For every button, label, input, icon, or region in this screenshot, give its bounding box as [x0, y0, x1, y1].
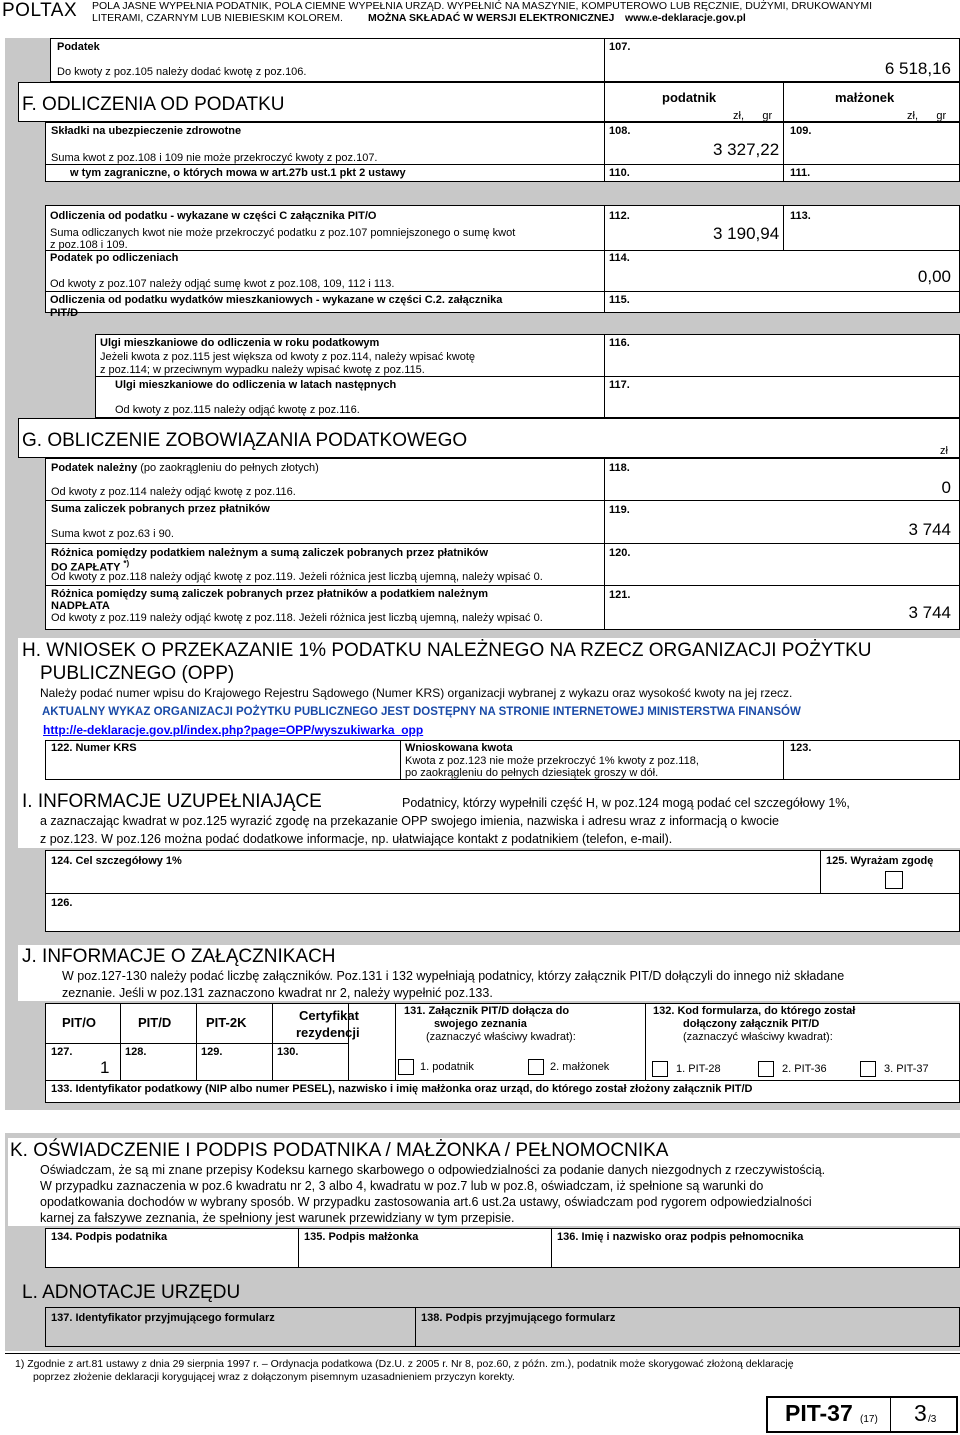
col-pit-d: PIT/D	[138, 1015, 172, 1030]
form-code: PIT-37	[785, 1400, 853, 1426]
col-pit-o: PIT/O	[62, 1015, 96, 1030]
h-info: AKTUALNY WYKAZ ORGANIZACJI POŻYTKU PUBLICZNEGO JEST DOSTĘPNY NA STRONIE INTERNETOWEJ MINISTERSTWA FINANSÓW	[42, 706, 801, 718]
j-text-1: W poz.127-130 należy podać liczbę załączników. Poz.131 i 132 wypełniają podatnicy, którzy załącznik PIT/D dołączyli do innego niż składane	[62, 969, 845, 983]
field-134-signature[interactable]: 134. Podpis podatnika	[51, 1231, 168, 1243]
header-url[interactable]: www.e-deklaracje.gov.pl	[625, 12, 746, 24]
field-131-label-2: swojego zeznania	[434, 1018, 527, 1030]
col-cert-1: Certyfikat	[299, 1008, 359, 1023]
checkbox-131-podatnik[interactable]	[398, 1059, 414, 1075]
unit-malzonek: zł, gr	[907, 110, 947, 122]
field-130-number: 130.	[277, 1046, 299, 1058]
field-121-value[interactable]: 3 744	[908, 603, 951, 622]
section-i-title: I. INFORMACJE UZUPEŁNIAJĄCE	[22, 791, 322, 812]
field-110-number: 110.	[609, 167, 630, 179]
field-131-label-1: 131. Załącznik PIT/D dołącza do	[404, 1005, 570, 1017]
desc-kwota-1: Kwota z poz.123 nie może przekroczyć 1% kwoty z poz.118,	[405, 755, 699, 767]
section-h-title-1: H. WNIOSEK O PRZEKAZANIE 1% PODATKU NALEŻNEGO NA RZECZ ORGANIZACJI POŻYTKU	[22, 640, 872, 661]
field-109-number: 109.	[790, 125, 812, 137]
field-119-value[interactable]: 3 744	[908, 520, 951, 539]
label-do-zaplaty-1: Różnica pomiędzy podatkiem należnym a sumą zaliczek pobranych przez płatników	[51, 547, 489, 559]
option-132-pit-36: 2. PIT-36	[782, 1063, 827, 1075]
field-132-label-1: 132. Kod formularza, do którego został	[653, 1005, 856, 1017]
desc-kwota-2: po zaokrągleniu do pełnych dziesiątek groszy w dół.	[405, 767, 659, 779]
desc-107: Do kwoty z poz.105 należy dodać kwotę z poz.106.	[57, 66, 307, 78]
page-number: 3	[914, 1400, 927, 1426]
field-111-number: 111.	[790, 167, 811, 179]
label-ulgi-nastepne: Ulgi mieszkaniowe do odliczenia w latach następnych	[115, 379, 397, 391]
checkbox-132-pit-28[interactable]	[652, 1061, 668, 1077]
section-l-title: L. ADNOTACJE URZĘDU	[22, 1282, 241, 1303]
col-pit-2k: PIT-2K	[206, 1015, 247, 1030]
desc-ulgi-biezace-2: z poz.114; w przeciwnym wypadku należy wpisać kwotę z poz.115.	[100, 364, 425, 376]
field-119-number: 119.	[609, 504, 630, 516]
field-112-value[interactable]: 3 190,94	[713, 224, 780, 243]
desc-odliczenia-1: Suma odliczanych kwot nie może przekroczyć podatku z poz.107 pomniejszonego o sumę kwot	[50, 227, 516, 239]
col-malzonek: małżonek	[835, 90, 895, 105]
desc-skladki: Suma kwot z poz.108 i 109 nie może przekroczyć kwoty z poz.107.	[51, 152, 378, 164]
consent-checkbox[interactable]	[885, 871, 903, 889]
desc-nadplata: Od kwoty z poz.119 należy odjąć kwotę z poz.118. Jeżeli różnica jest liczbą ujemną, należy wpisać 0.	[51, 612, 543, 624]
label-nadplata-2: NADPŁATA	[51, 600, 110, 612]
desc-podatek-po-odliczeniach: Od kwoty z poz.107 należy odjąć sumę kwot z poz.108, 109, 112 i 113.	[50, 278, 395, 290]
desc-odliczenia-2: z poz.108 i 109.	[50, 239, 128, 251]
field-135-signature[interactable]: 135. Podpis małżonka	[304, 1231, 419, 1243]
label-podatek: Podatek	[57, 41, 100, 53]
field-127-number: 127.	[51, 1046, 73, 1058]
field-118-number: 118.	[609, 462, 630, 474]
field-125-label: 125. Wyrażam zgodę	[826, 855, 934, 867]
label-do-zaplaty-2: DO ZAPŁATY *)	[51, 559, 130, 574]
field-137-label: 137. Identyfikator przyjmującego formularz	[51, 1312, 275, 1324]
field-107-number: 107.	[609, 41, 631, 53]
field-113-number: 113.	[790, 210, 811, 222]
section-h-title-2: PUBLICZNEGO (OPP)	[40, 663, 235, 684]
field-108-value[interactable]: 3 327,22	[713, 140, 780, 159]
field-121-number: 121.	[609, 589, 631, 601]
i-text-3: z poz.123. W poz.126 można podać dodatkowe informacje, np. ułatwiające kontakt z podatnikiem (telefon, e-mail).	[40, 832, 673, 846]
header-line-2a: LITERAMI, CZARNYM LUB NIEBIESKIM KOLOREM.	[92, 12, 343, 24]
field-131-label-3: (zaznaczyć właściwy kwadrat):	[426, 1031, 576, 1043]
field-120-number: 120.	[609, 547, 631, 559]
field-112-number: 112.	[609, 210, 630, 222]
option-131-malzonek: 2. małżonek	[550, 1061, 610, 1073]
unit-zl: zł	[940, 445, 948, 457]
page-total: /3	[928, 1414, 937, 1425]
label-wydatki-mieszkaniowe-2: PIT/D	[50, 307, 79, 319]
footnote-2: poprzez złożenie deklaracji korygującej wraz z dołączonym pisemnym uzasadnieniem przyczyn korekty.	[33, 1371, 515, 1383]
field-114-number: 114.	[609, 252, 630, 264]
field-129-number: 129.	[201, 1046, 223, 1058]
field-128-number: 128.	[125, 1046, 147, 1058]
field-116-number: 116.	[609, 337, 630, 349]
desc-do-zaplaty: Od kwoty z poz.118 należy odjąć kwotę z poz.119. Jeżeli różnica jest liczbą ujemną, należy wpisać 0.	[51, 571, 543, 583]
k-text-4: karnej za fałszywe zeznania, że spełniony jest warunek przewidziany w tym przepisie.	[40, 1211, 515, 1225]
k-text-1: Oświadczam, że są mi znane przepisy Kodeksu karnego skarbowego o odpowiedzialności za podanie danych niezgodnych z rzeczywistością.	[40, 1163, 826, 1177]
desc-ulgi-biezace-1: Jeżeli kwota z poz.115 jest większa od kwoty z poz.114, należy wpisać kwotę	[100, 351, 475, 363]
desc-suma-zaliczek: Suma kwot z poz.63 i 90.	[51, 528, 174, 540]
header-line-2b: MOŻNA SKŁADAĆ W WERSJI ELEKTRONICZNEJ	[368, 12, 615, 24]
field-132-label-3: (zaznaczyć właściwy kwadrat):	[683, 1031, 833, 1043]
checkbox-131-malzonek[interactable]	[528, 1059, 544, 1075]
j-text-2: zeznanie. Jeśli w poz.131 zaznaczono kwadrat nr 2, należy wypełnić poz.133.	[62, 986, 493, 1000]
label-podatek-po-odliczeniach: Podatek po odliczeniach	[50, 252, 179, 264]
desc-ulgi-nastepne: Od kwoty z poz.115 należy odjąć kwotę z poz.116.	[115, 404, 360, 416]
label-nadplata-1: Różnica pomiędzy sumą zaliczek pobranych przez płatników a podatkiem należnym	[51, 588, 489, 600]
field-107-value[interactable]: 6 518,16	[884, 59, 951, 78]
field-108-number: 108.	[609, 125, 631, 137]
section-k-title: K. OŚWIADCZENIE I PODPIS PODATNIKA / MAŁŻONKA / PEŁNOMOCNIKA	[10, 1140, 669, 1161]
form-version: (17)	[860, 1414, 878, 1425]
section-g-title: G. OBLICZENIE ZOBOWIĄZANIA PODATKOWEGO	[22, 430, 468, 451]
field-127-value[interactable]: 1	[100, 1058, 110, 1077]
i-text-2: a zaznaczając kwadrat w poz.125 wyrazić zgodę na przekazanie OPP swojego imienia, nazwiska i adresu wraz z informacją o kwocie	[40, 814, 780, 828]
h-text: Należy podać numer wpisu do Krajowego Rejestru Sądowego (Numer KRS) organizacji wybranej z wykazu oraz wysokość kwoty na jej rzecz.	[40, 686, 793, 700]
field-133-label[interactable]: 133. Identyfikator podatkowy (NIP albo numer PESEL), nazwisko i imię małżonka oraz urząd, do którego został złożony załącznik PIT/D	[51, 1083, 753, 1095]
unit-podatnik: zł, gr	[733, 110, 773, 122]
option-132-pit-37: 3. PIT-37	[884, 1063, 929, 1075]
section-j-title: J. INFORMACJE O ZAŁĄCZNIKACH	[22, 946, 336, 967]
field-138-label: 138. Podpis przyjmującego formularz	[421, 1312, 616, 1324]
field-117-number: 117.	[609, 379, 630, 391]
label-odliczenia: Odliczenia od podatku - wykazane w części C załącznika PIT/O	[50, 210, 377, 222]
col-podatnik: podatnik	[662, 90, 717, 105]
label-ulgi-biezace: Ulgi mieszkaniowe do odliczenia w roku podatkowym	[100, 337, 380, 349]
k-text-2: W przypadku zaznaczenia w poz.6 kwadratu nr 2, 3 albo 4, kwadratu w poz.7 lub w poz.8, oświadczam, iż spełnione są warunki do	[40, 1179, 764, 1193]
field-118-value[interactable]: 0	[941, 478, 951, 497]
field-115-number: 115.	[609, 294, 630, 306]
label-zagraniczne: w tym zagraniczne, o których mowa w art.27b ust.1 pkt 2 ustawy	[70, 167, 406, 179]
field-124-label[interactable]: 124. Cel szczegółowy 1%	[51, 855, 182, 867]
footnote-1: 1) Zgodnie z art.81 ustawy z dnia 29 sierpnia 1997 r. – Ordynacja podatkowa (Dz.U. z 2005 r. Nr 8, poz.60, z późn. zm.), podatnik może skorygować złożoną deklarację	[15, 1358, 794, 1370]
field-132-label-2: dołączony załącznik PIT/D	[683, 1018, 820, 1030]
field-136-signature[interactable]: 136. Imię i nazwisko oraz podpis pełnomocnika	[557, 1231, 804, 1243]
desc-podatek-nalezny: Od kwoty z poz.114 należy odjąć kwotę z poz.116.	[51, 486, 296, 498]
field-114-value[interactable]: 0,00	[917, 267, 951, 286]
label-skladki: Składki na ubezpieczenie zdrowotne	[51, 125, 242, 137]
option-131-podatnik: 1. podatnik	[420, 1061, 474, 1073]
checkbox-132-pit-37[interactable]	[860, 1061, 876, 1077]
label-wnioskowana-kwota: Wnioskowana kwota	[405, 742, 513, 754]
col-cert-2: rezydencji	[296, 1025, 360, 1040]
checkbox-132-pit-36[interactable]	[758, 1061, 774, 1077]
field-123-label[interactable]: 123.	[790, 742, 812, 754]
label-suma-zaliczek: Suma zaliczek pobranych przez płatników	[51, 503, 270, 515]
label-wydatki-mieszkaniowe-1: Odliczenia od podatku wydatków mieszkaniowych - wykazane w części C.2. załącznika	[50, 294, 503, 306]
k-text-3: opodatkowania dochodów w wybrany sposób. W przypadku zastosowania art.6 ust.2a ustawy, oświadczam pod rygorem odpowiedzialności	[40, 1195, 812, 1209]
poltax-logo: POLTAX	[2, 0, 78, 21]
section-f-title: F. ODLICZENIA OD PODATKU	[22, 94, 285, 115]
field-122-label[interactable]: 122. Numer KRS	[51, 742, 137, 754]
label-podatek-nalezny: Podatek należny (po zaokrągleniu do pełnych złotych)	[51, 462, 319, 474]
field-126-label[interactable]: 126.	[51, 897, 73, 909]
option-132-pit-28: 1. PIT-28	[676, 1063, 721, 1075]
opp-link[interactable]: http://e-deklaracje.gov.pl/index.php?page=OPP/wyszukiwarka_opp	[43, 723, 424, 737]
header-line-1: POLA JASNE WYPEŁNIA PODATNIK, POLA CIEMNE WYPEŁNIA URZĄD. WYPEŁNIĆ NA MASZYNIE, KOMPUTEROWO LUB RĘCZNIE, DUŻYMI, DRUKOWANYMI	[92, 0, 873, 12]
i-text-1: Podatnicy, którzy wypełnili część H, w poz.124 mogą podać cel szczegółowy 1%,	[402, 796, 850, 810]
